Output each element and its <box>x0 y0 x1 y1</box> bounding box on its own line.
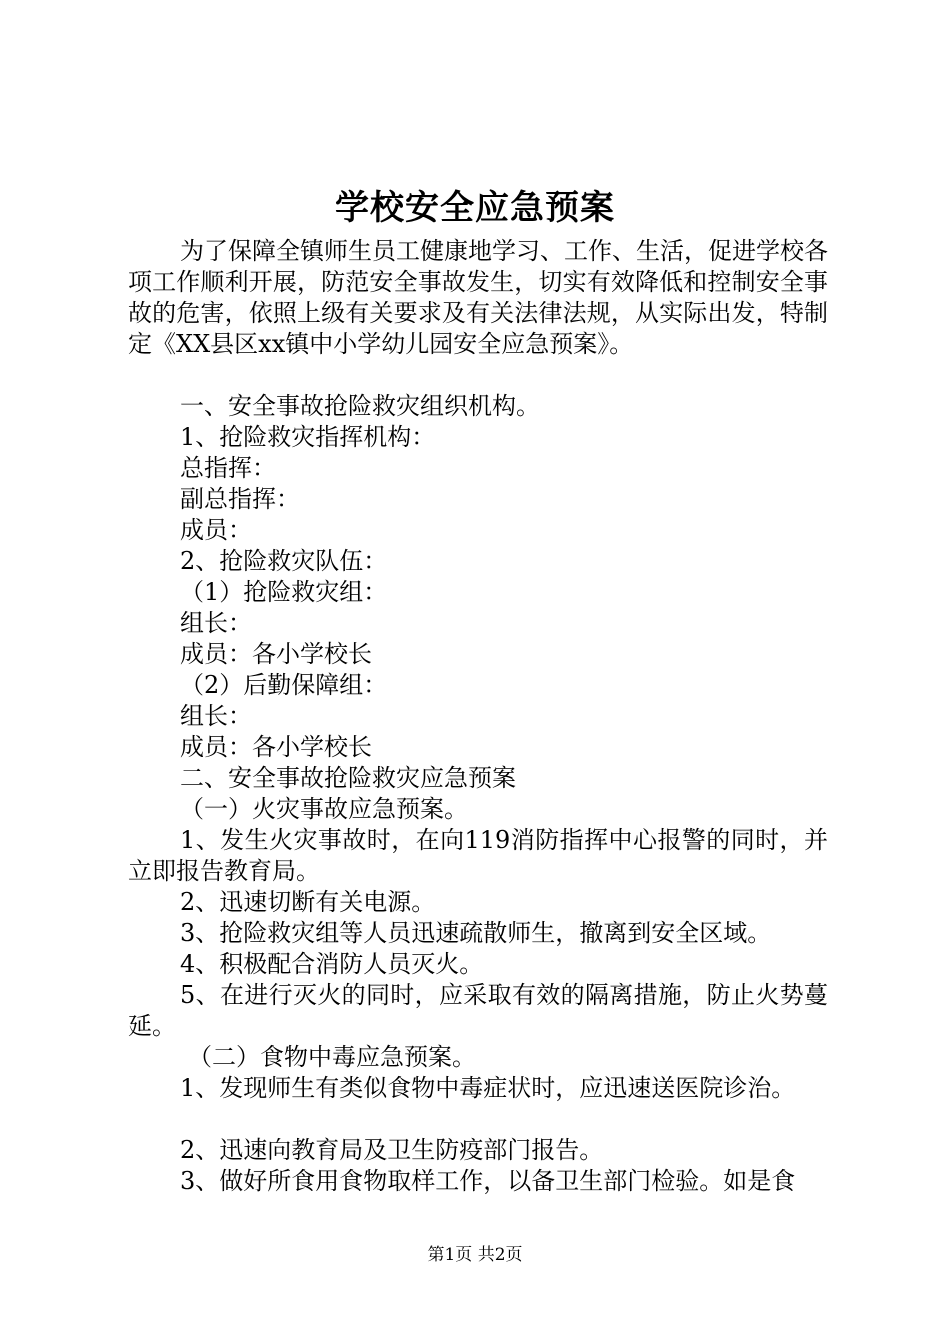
section-heading: 一、安全事故抢险救灾组织机构。 <box>180 392 540 420</box>
body-paragraph: 5、在进行灭火的同时，应采取有效的隔离措施，防止火势蔓延。 <box>128 981 828 1040</box>
section-heading: 二、安全事故抢险救灾应急预案 <box>180 764 516 792</box>
body-line: 组长： <box>180 609 252 637</box>
body-line: 3、做好所食用食物取样工作，以备卫生部门检验。如是食 <box>180 1167 796 1195</box>
subsection-heading: （一）火灾事故应急预案。 <box>180 795 468 823</box>
page-title: 学校安全应急预案 <box>335 188 615 228</box>
body-line: 2、抢险救灾队伍： <box>180 547 388 575</box>
body-line: 成员：各小学校长 <box>180 733 372 761</box>
body-line: （1）抢险救灾组： <box>180 578 388 606</box>
body-line: 4、积极配合消防人员灭火。 <box>180 950 484 978</box>
page-number-footer: 第1页 共2页 <box>427 1245 523 1265</box>
body-line: 总指挥： <box>180 454 276 482</box>
body-line: 2、迅速向教育局及卫生防疫部门报告。 <box>180 1136 604 1164</box>
body-line: 1、抢险救灾指挥机构： <box>180 423 436 451</box>
body-line: 副总指挥： <box>180 485 300 513</box>
body-line: 1、发现师生有类似食物中毒症状时，应迅速送医院诊治。 <box>180 1074 796 1102</box>
document-body <box>128 236 828 1197</box>
body-line: （2）后勤保障组： <box>180 671 388 699</box>
intro-paragraph: 为了保障全镇师生员工健康地学习、工作、生活，促进学校各项工作顺利开展，防范安全事故发生，切实有效降低和控制安全事故的危害，依照上级有关要求及有关法律法规，从实际出发，特制定《XX县区xx镇中小学幼儿园安全应急预案》。 <box>128 237 828 358</box>
body-line: 2、迅速切断有关电源。 <box>180 888 436 916</box>
body-line: 成员： <box>180 516 252 544</box>
body-line: 成员：各小学校长 <box>180 640 372 668</box>
subsection-heading: （二）食物中毒应急预案。 <box>188 1043 476 1071</box>
body-line: 组长： <box>180 702 252 730</box>
body-paragraph: 1、发生火灾事故时，在向119消防指挥中心报警的同时，并立即报告教育局。 <box>128 826 828 885</box>
body-line: 3、抢险救灾组等人员迅速疏散师生，撤离到安全区域。 <box>180 919 772 947</box>
